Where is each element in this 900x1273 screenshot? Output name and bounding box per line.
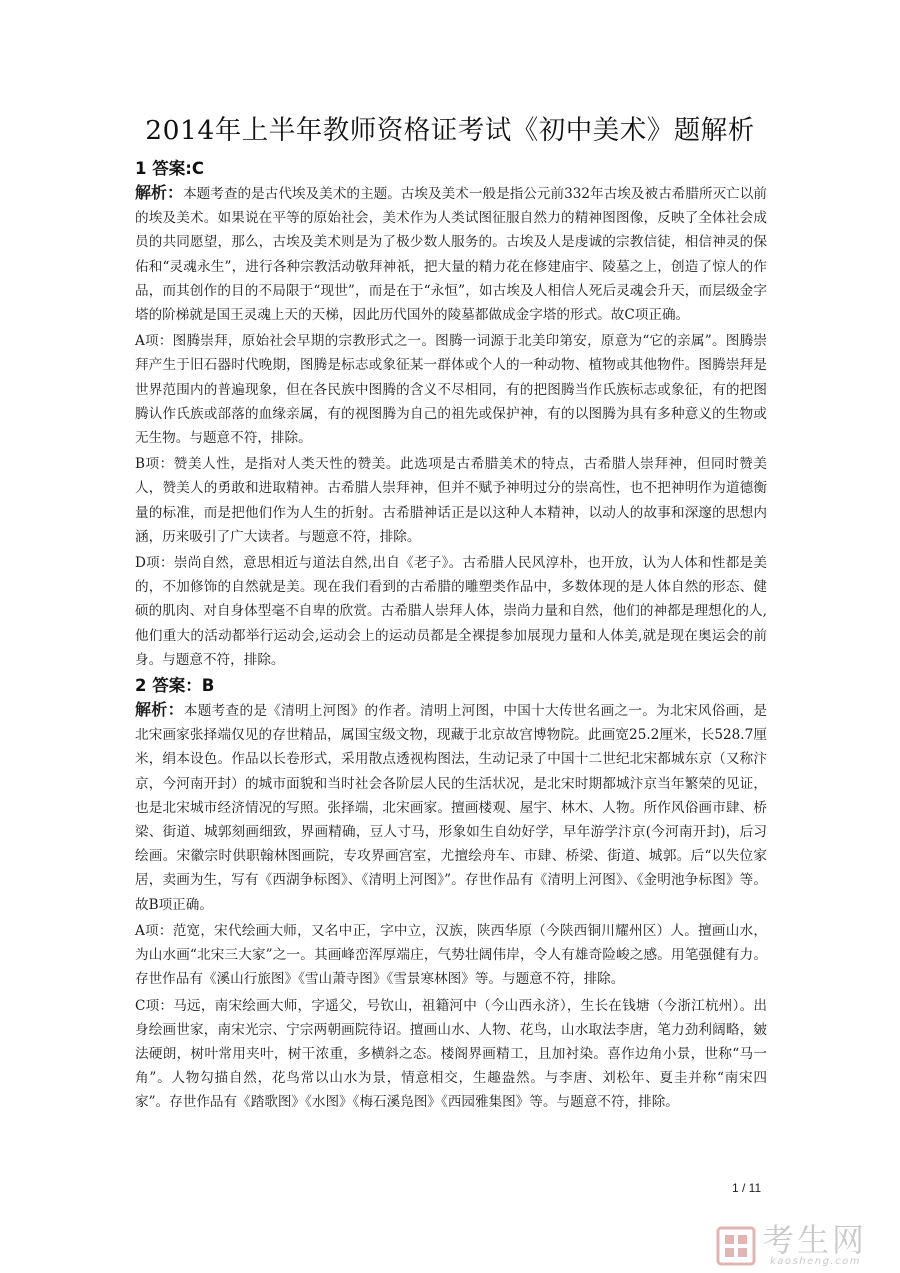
analysis-label: 解析： bbox=[135, 700, 184, 720]
option-a-paragraph: A项：范宽，宋代绘画大师，又名中正，字中立，汉族，陕西华原（今陕西铜川耀州区）人。擅画山水，为山水画“北宋三大家”之一。其画峰峦浑厚端庄，气势壮阔伟岸，令人有雄奇险峻之感。用笔强健有力。存世作品有《溪山行旅图》《雪山萧寺图》《雪景寒林图》等。与题意不符，排除。 bbox=[135, 922, 767, 988]
page-number: 1 / 11 bbox=[732, 1181, 762, 1195]
document-title: 2014年上半年教师资格证考试《初中美术》题解析 bbox=[145, 115, 755, 146]
analysis-paragraph bbox=[135, 698, 767, 917]
option-d-paragraph: D项：崇尚自然，意思相近与道法自然,出自《老子》。古希腊人民风淳朴，也开放，认为人体和性都是美的，不加修饰的自然就是美。现在我们看到的古希腊的雕塑类作品中，多数体现的是人体自然的形态、健硕的肌肉、对自身体型毫不自卑的欣赏。古希腊人崇拜人体，崇尚力量和自然，他们的神都是理想化的人,他们重大的活动都举行运动会,运动会上的运动员都是全裸提参加展现力量和人体美,就是现在奥运会的前身。与题意不符，排除。 bbox=[135, 555, 767, 668]
analysis-text: 本题考查的是古代埃及美术的主题。古埃及美术一般是指公元前332年古埃及被古希腊所灭亡以前的埃及美术。如果说在平等的原始社会，美术作为人类试图征服自然力的精神图图像，反映了全体社会成员的共同愿望，那么，古埃及美术则是为了极少数人服务的。古埃及人是虔诚的宗教信徒，相信神灵的保佑和“灵魂永生”，进行各种宗教活动敬拜神祇，把大量的精力花在修建庙宇、陵墓之上，创造了惊人的作品，而其创作的目的不局限于“现世”，而是在于“永恒”，如古埃及人相信人死后灵魂会升天，而层级金字塔的阶梯就是国王灵魂上天的天梯，因此历代国外的陵墓都做成金字塔的形式。故C项正确。 bbox=[135, 186, 767, 324]
answer-heading: 2 答案：B bbox=[135, 676, 215, 696]
option-c-paragraph: C项：马远，南宋绘画大师，字遥父，号钦山，祖籍河中（今山西永济），生长在钱塘（今浙江杭州）。出身绘画世家，南宋光宗、宁宗两朝画院待诏。擅画山水、人物、花鸟，山水取法李唐，笔力劲利阔略，皴法硬朗，树叶常用夹叶，树干浓重，多横斜之态。楼阁界画精工，且加衬染。喜作边角小景，世称“马一角”。人物勾描自然，花鸟常以山水为景，情意相交，生趣盎然。与李唐、刘松年、夏圭并称“南宋四家”。存世作品有《踏歌图》《水图》《梅石溪凫图》《西园雅集图》等。与题意不符，排除。 bbox=[135, 997, 767, 1111]
option-b-paragraph: B项：赞美人性，是指对人类天性的赞美。此选项是古希腊美术的特点，古希腊人崇拜神，但同时赞美人，赞美人的勇敢和进取精神。古希腊人崇拜神，但并不赋予神明过分的崇高性，也不把神明作为道德衡量的标准，而是把他们作为人生的折射。古希腊神话正是以这种人本精神，以动人的故事和深邃的思想内涵，历来吸引了广大读者。与题意不符，排除。 bbox=[135, 456, 767, 545]
option-a-paragraph: A项：图腾崇拜，原始社会早期的宗教形式之一。图腾一词源于北美印第安，原意为“它的亲属”。图腾崇拜产生于旧石器时代晚期，图腾是标志或象征某一群体或个人的一种动物、植物或其他物件。图腾崇拜是世界范围内的普遍现象，但在各民族中图腾的含义不尽相同，有的把图腾当作氏族标志或象征，有的把图腾认作氏族或部落的血缘亲属，有的视图腾为自己的祖先或保护神，有的以图腾为具有多种意义的生物或无生物。与题意不符，排除。 bbox=[135, 333, 767, 447]
question-1 bbox=[135, 157, 767, 672]
kaosheng-logo-icon bbox=[716, 1226, 756, 1266]
analysis-paragraph bbox=[135, 181, 767, 327]
watermark-logo bbox=[716, 1222, 892, 1270]
question-2 bbox=[135, 674, 767, 1114]
watermark-name: 考生网 bbox=[762, 1221, 868, 1259]
answer-heading: 1 答案:C bbox=[135, 159, 204, 178]
watermark-url: kaosheng.com bbox=[770, 1256, 861, 1267]
analysis-text: 本题考查的是《清明上河图》的作者。清明上河图，中国十大传世名画之一。为北宋风俗画，是北宋画家张择端仅见的存世精品，属国宝级文物，现藏于北京故宫博物院。此画宽25.2厘米，长528.7厘米，绢本设色。作品以长卷形式，采用散点透视构图法，生动记录了中国十二世纪北宋都城东京（又称汴京，今河南开封）的城市面貌和当时社会各阶层人民的生活状况，是北宋时期都城汴京当年繁荣的见证，也是北宋城市经济情况的写照。张择端，北宋画家。擅画楼观、屋宇、林木、人物。所作风俗画市肆、桥梁、街道、城郭刻画细致，界画精确，豆人寸马，形象如生自幼好学，早年游学汴京(今河南开封)，后习绘画。宋徽宗时供职翰林图画院，专攻界画宫室，尤擅绘舟车、市肆、桥梁、街道、城郭。后“以失位家居，卖画为生，写有《西湖争标图》、《清明上河图》”。存世作品有《清明上河图》、《金明池争标图》等。故B项正确。 bbox=[135, 703, 767, 913]
analysis-label: 解析： bbox=[135, 183, 184, 202]
content-body bbox=[135, 157, 767, 1115]
